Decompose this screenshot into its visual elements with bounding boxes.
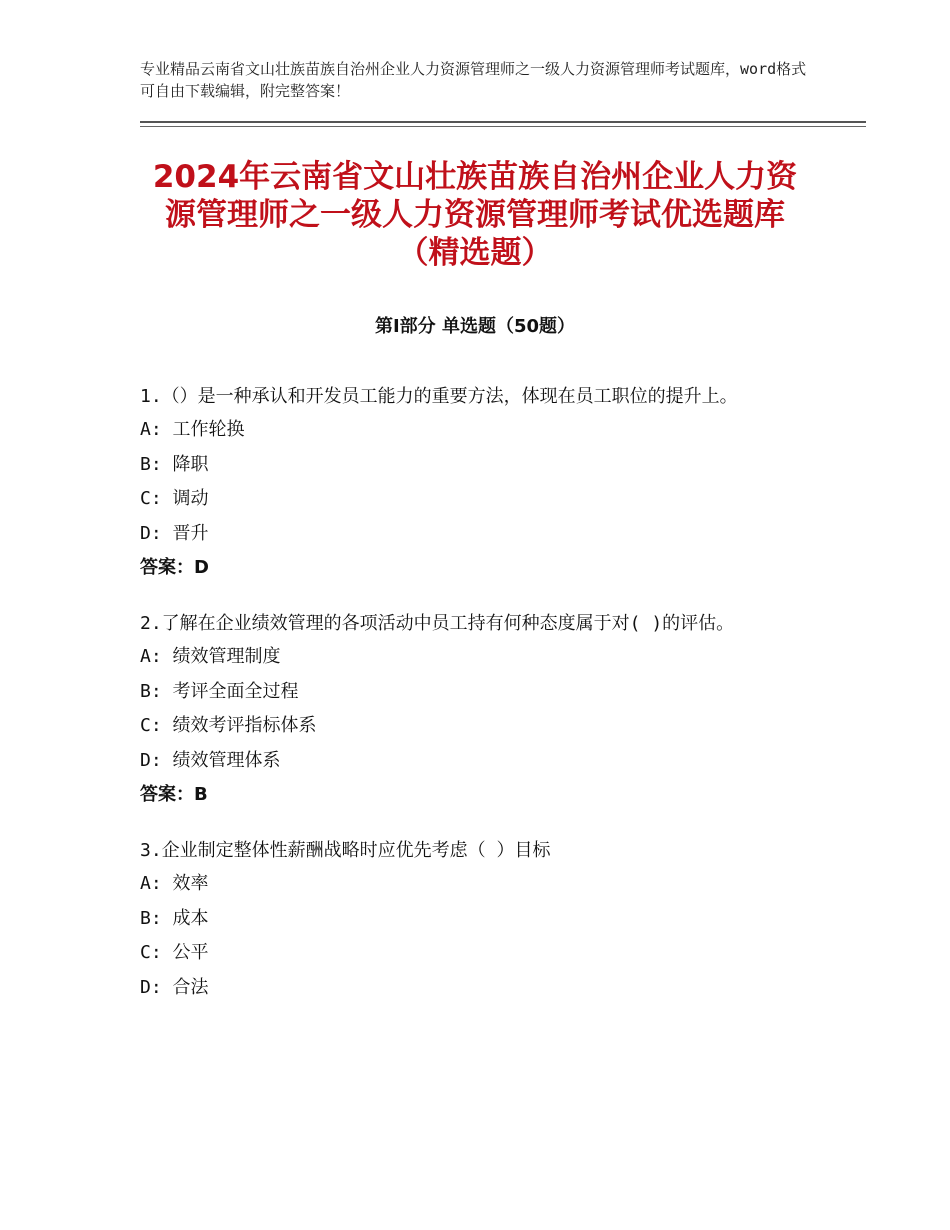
document-title: 2024年云南省文山壮族苗族自治州企业人力资源管理师之一级人力资源管理师考试优选题库（精选题）: [152, 159, 798, 271]
option-b: B: 成本: [140, 907, 209, 929]
option-c: C: 公平: [140, 942, 209, 963]
question-stem: 2.了解在企业绩效管理的各项活动中员工持有何种态度属于对( )的评估。: [140, 613, 735, 634]
question-stem: 1.（）是一种承认和开发员工能力的重要方法，体现在员工职位的提升上。: [140, 386, 738, 407]
header-note: 专业精品云南省文山壮族苗族自治州企业人力资源管理师之一级人力资源管理师考试题库，word格式可自由下载编辑，附完整答案！: [140, 60, 807, 100]
option-c: C: 调动: [140, 488, 209, 509]
answer: 答案：D: [140, 557, 209, 578]
answer: 答案：B: [140, 784, 208, 805]
question-stem: 3.企业制定整体性薪酬战略时应优先考虑（ ）目标: [140, 840, 551, 861]
option-a: A: 效率: [140, 873, 209, 894]
header-divider-thin: [140, 126, 866, 127]
option-a: A: 绩效管理制度: [140, 646, 281, 667]
option-d: D: 合法: [140, 976, 209, 998]
header-divider-thick: [140, 121, 866, 123]
option-d: D: 晋升: [140, 522, 209, 544]
question-3: [140, 834, 820, 1005]
question-2: [140, 607, 820, 812]
option-d: D: 绩效管理体系: [140, 749, 281, 771]
question-1: [140, 380, 820, 585]
option-c: C: 绩效考评指标体系: [140, 715, 317, 736]
option-b: B: 降职: [140, 453, 209, 475]
section-title: 第Ⅰ部分 单选题（50题）: [374, 316, 575, 337]
option-a: A: 工作轮换: [140, 419, 245, 440]
option-b: B: 考评全面全过程: [140, 680, 299, 702]
question-list: [140, 380, 820, 1027]
